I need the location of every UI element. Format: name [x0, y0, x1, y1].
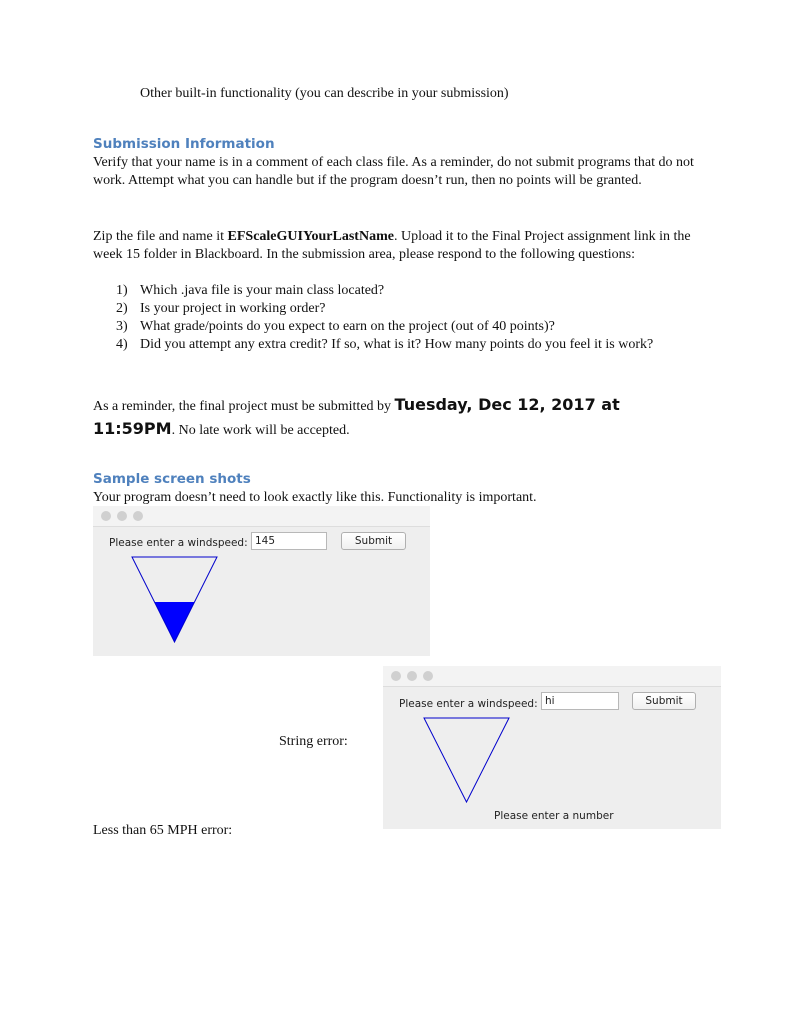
windspeed-input[interactable]: hi — [541, 692, 619, 710]
ef-gauge-triangle — [423, 717, 513, 805]
deadline-paragraph — [93, 394, 693, 442]
close-dot-icon[interactable] — [101, 511, 111, 521]
string-error-label: String error: — [279, 734, 348, 749]
window-titlebar — [93, 506, 430, 527]
deadline-date: Tuesday, Dec 12, 2017 at 11:59PM — [93, 395, 620, 438]
question-number: 2) — [116, 301, 128, 316]
window-titlebar — [383, 666, 721, 687]
windspeed-prompt: Please enter a windspeed: — [399, 698, 538, 710]
question-text: Did you attempt any extra credit? If so, what is it? How many points do you feel it is work? — [140, 337, 654, 352]
zip-suffix: . Upload it to the Final Project assignment link in the week 15 folder in Blackboard. In the submission area, please respond to the following questions: — [93, 229, 691, 262]
question-item — [116, 318, 730, 336]
question-number: 1) — [116, 283, 128, 298]
minimize-dot-icon[interactable] — [117, 511, 127, 521]
reminder-suffix: . No late work will be accepted. — [171, 423, 350, 438]
zip-file-name: EFScaleGUIYourLastName — [227, 229, 394, 244]
ef-gauge-triangle — [131, 556, 221, 644]
zip-paragraph — [93, 228, 713, 264]
question-text: What grade/points do you expect to earn on the project (out of 40 points)? — [140, 319, 555, 334]
question-text: Is your project in working order? — [140, 301, 326, 316]
samples-heading: Sample screen shots — [93, 471, 251, 487]
question-list — [116, 282, 730, 354]
submission-paragraph: Verify that your name is in a comment of each class file. As a reminder, do not submit programs that do not work. Attempt what you can handle but if the program doesn’t run, then no points will be granted. — [93, 155, 694, 188]
zip-prefix: Zip the file and name it — [93, 229, 228, 244]
submit-button[interactable]: Submit — [341, 532, 406, 550]
gauge-outline — [424, 718, 509, 802]
question-number: 3) — [116, 319, 128, 334]
less-than-label: Less than 65 MPH error: — [93, 823, 233, 838]
question-number: 4) — [116, 337, 128, 352]
intro-line-text: Other built-in functionality (you can describe in your submission) — [140, 86, 509, 101]
question-item — [116, 336, 730, 354]
zoom-dot-icon[interactable] — [423, 671, 433, 681]
question-item — [116, 282, 730, 300]
minimize-dot-icon[interactable] — [407, 671, 417, 681]
question-item — [116, 300, 730, 318]
close-dot-icon[interactable] — [391, 671, 401, 681]
sample-window-2 — [383, 666, 721, 829]
windspeed-prompt: Please enter a windspeed: — [109, 537, 248, 549]
intro-line — [140, 85, 509, 103]
reminder-prefix: As a reminder, the final project must be submitted by — [93, 399, 395, 414]
windspeed-input[interactable]: 145 — [251, 532, 327, 550]
question-text: Which .java file is your main class located? — [140, 283, 385, 298]
submission-heading: Submission Information — [93, 136, 275, 152]
samples-intro: Your program doesn’t need to look exactly like this. Functionality is important. — [93, 490, 537, 505]
gauge-fill — [155, 602, 195, 642]
zoom-dot-icon[interactable] — [133, 511, 143, 521]
sample-window-1 — [93, 506, 430, 656]
submit-button[interactable]: Submit — [632, 692, 696, 710]
error-message: Please enter a number — [494, 810, 614, 822]
